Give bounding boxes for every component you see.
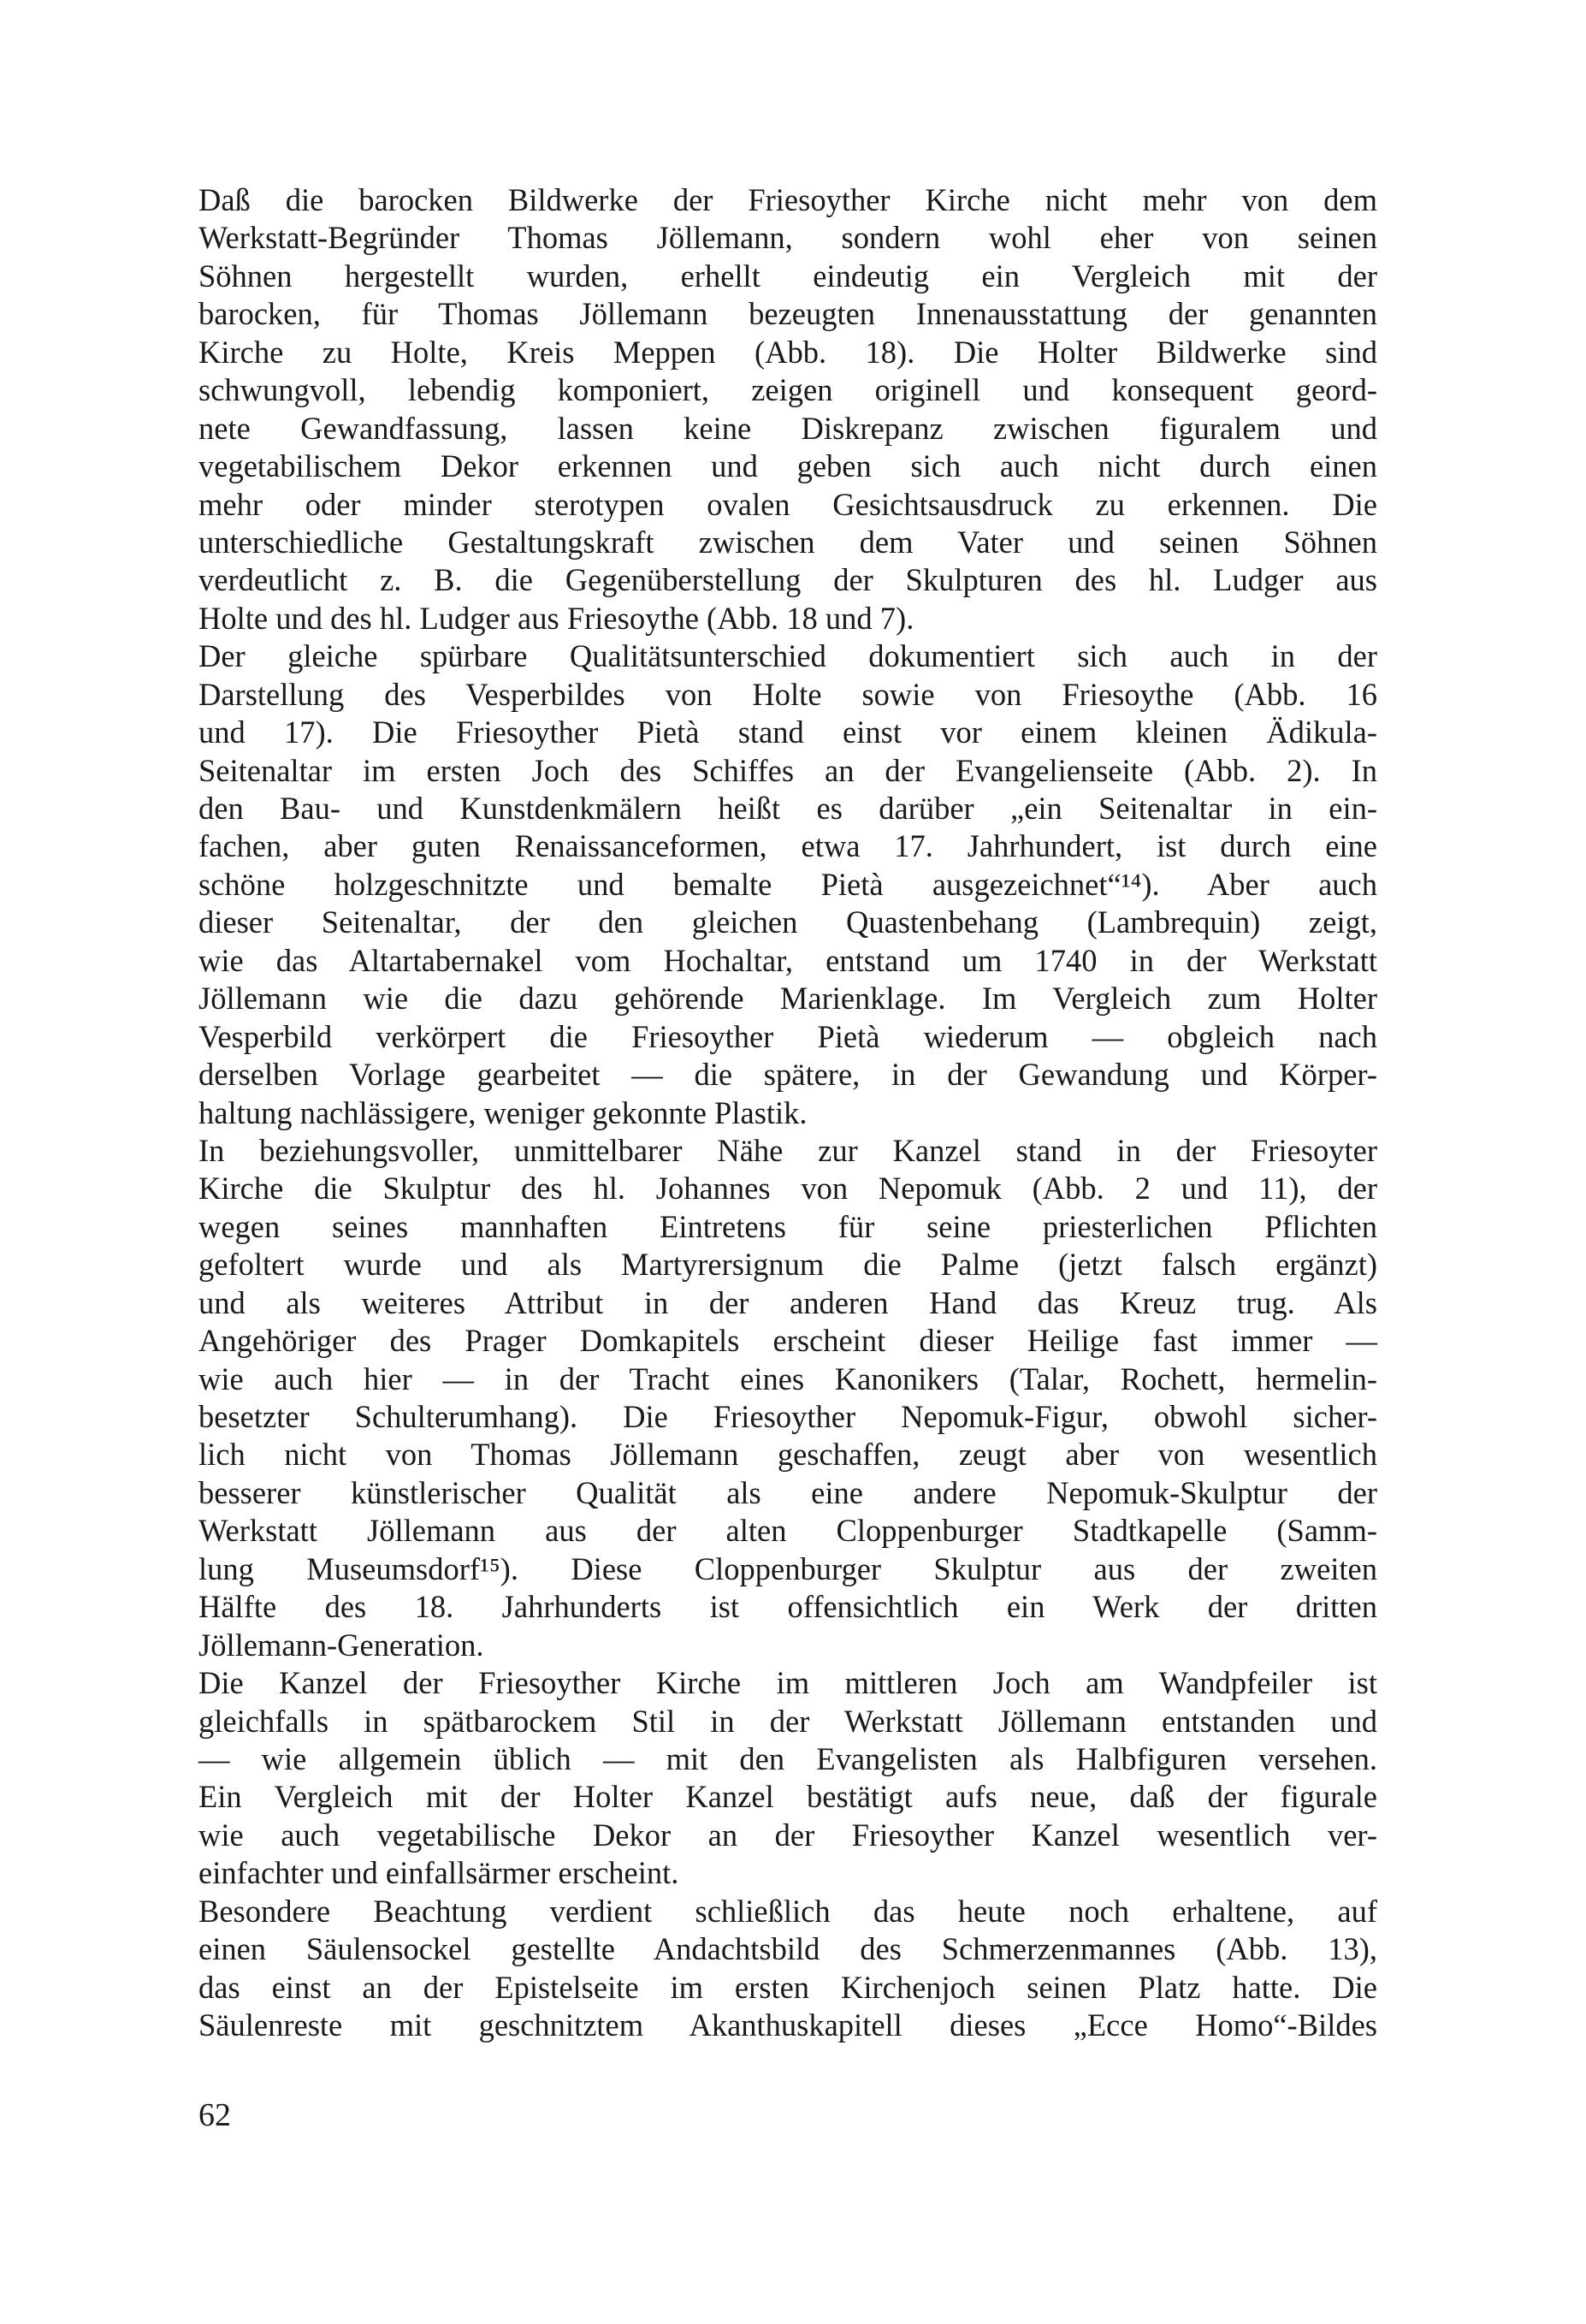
text-line: Die Kanzel der Friesoyther Kirche im mittleren Joch am Wandpfeiler ist <box>198 1665 1377 1701</box>
page-number: 62 <box>198 2097 231 2133</box>
text-line: Jöllemann-Generation. <box>198 1627 484 1663</box>
text-line: unterschiedliche Gestaltungskraft zwischen dem Vater und seinen Söhnen <box>198 524 1377 560</box>
text-line: Kirche zu Holte, Kreis Meppen (Abb. 18). Die Holter Bildwerke sind <box>198 334 1377 370</box>
text-line: Daß die barocken Bildwerke der Friesoyther Kirche nicht mehr von dem <box>198 182 1377 217</box>
text-line: schwungvoll, lebendig komponiert, zeigen originell und konsequent geord- <box>198 372 1377 408</box>
text-line: wie das Altartabernakel vom Hochaltar, entstand um 1740 in der Werkstatt <box>198 942 1377 978</box>
text-line: mehr oder minder sterotypen ovalen Gesichtsausdruck zu erkennen. Die <box>198 486 1377 522</box>
text-line: das einst an der Epistelseite im ersten Kirchenjoch seinen Platz hatte. Die <box>198 1969 1377 2005</box>
text-line: und 17). Die Friesoyther Pietà stand einst vor einem kleinen Ädikula- <box>198 714 1377 750</box>
text-line: Säulenreste mit geschnitztem Akanthuskapitell dieses „Ecce Homo“-Bildes <box>198 2007 1377 2042</box>
text-line: besserer künstlerischer Qualität als eine andere Nepomuk-Skulptur der <box>198 1474 1377 1510</box>
text-line: Kirche die Skulptur des hl. Johannes von Nepomuk (Abb. 2 und 11), der <box>198 1171 1377 1206</box>
text-line: haltung nachlässigere, weniger gekonnte Plastik. <box>198 1094 808 1130</box>
text-line: und als weiteres Attribut in der anderen Hand das Kreuz trug. Als <box>198 1284 1377 1320</box>
text-line: — wie allgemein üblich — mit den Evangelisten als Halbfiguren versehen. <box>198 1740 1377 1776</box>
text-line: Der gleiche spürbare Qualitätsunterschied dokumentiert sich auch in der <box>198 638 1377 674</box>
text-line: derselben Vorlage gearbeitet — die spätere, in der Gewandung und Körper- <box>198 1057 1377 1093</box>
text-line: Seitenaltar im ersten Joch des Schiffes an der Evangelienseite (Abb. 2). In <box>198 752 1377 788</box>
text-line: Darstellung des Vesperbildes von Holte sowie von Friesoythe (Abb. 16 <box>198 676 1377 712</box>
text-line: Besondere Beachtung verdient schließlich das heute noch erhaltene, auf <box>198 1893 1377 1929</box>
text-line: In beziehungsvoller, unmittelbarer Nähe zur Kanzel stand in der Friesoyter <box>198 1132 1377 1168</box>
text-line: Hälfte des 18. Jahrhunderts ist offensichtlich ein Werk der dritten <box>198 1589 1377 1625</box>
text-line: Söhnen hergestellt wurden, erhellt eindeutig ein Vergleich mit der <box>198 258 1377 293</box>
text-line: besetzter Schulterumhang). Die Friesoyther Nepomuk-Figur, obwohl sicher- <box>198 1399 1377 1434</box>
body-text <box>198 181 1377 2044</box>
text-line: lung Museumsdorf¹⁵). Diese Cloppenburger Skulptur aus der zweiten <box>198 1550 1377 1586</box>
text-line: vegetabilischem Dekor erkennen und geben sich auch nicht durch einen <box>198 448 1377 484</box>
text-line: dieser Seitenaltar, der den gleichen Quastenbehang (Lambrequin) zeigt, <box>198 904 1377 940</box>
text-line: gleichfalls in spätbarockem Stil in der Werkstatt Jöllemann entstanden und <box>198 1703 1377 1739</box>
text-line: wegen seines mannhaften Eintretens für seine priesterlichen Pflichten <box>198 1208 1377 1244</box>
text-line: den Bau- und Kunstdenkmälern heißt es darüber „ein Seitenaltar in ein- <box>198 791 1377 826</box>
text-line: Werkstatt-Begründer Thomas Jöllemann, sondern wohl eher von seinen <box>198 220 1377 256</box>
text-line: Holte und des hl. Ludger aus Friesoythe (Abb. 18 und 7). <box>198 600 914 636</box>
text-line: Jöllemann wie die dazu gehörende Marienklage. Im Vergleich zum Holter <box>198 981 1377 1017</box>
text-line: fachen, aber guten Renaissanceformen, etwa 17. Jahrhundert, ist durch eine <box>198 828 1377 864</box>
text-line: wie auch hier — in der Tracht eines Kanonikers (Talar, Rochett, hermelin- <box>198 1361 1377 1396</box>
text-line: verdeutlicht z. B. die Gegenüberstellung der Skulpturen des hl. Ludger aus <box>198 562 1377 598</box>
text-line: nete Gewandfassung, lassen keine Diskrepanz zwischen figuralem und <box>198 410 1377 446</box>
text-line: Ein Vergleich mit der Holter Kanzel bestätigt aufs neue, daß der figurale <box>198 1779 1377 1815</box>
text-line: Angehöriger des Prager Domkapitels erscheint dieser Heilige fast immer — <box>198 1323 1377 1359</box>
text-line: wie auch vegetabilische Dekor an der Friesoyther Kanzel wesentlich ver- <box>198 1817 1377 1853</box>
text-line: einfachter und einfallsärmer erscheint. <box>198 1855 679 1891</box>
text-line: barocken, für Thomas Jöllemann bezeugten Innenausstattung der genannten <box>198 296 1377 332</box>
text-line: schöne holzgeschnitzte und bemalte Pietà ausgezeichnet“¹⁴). Aber auch <box>198 866 1377 902</box>
text-line: Vesperbild verkörpert die Friesoyther Pietà wiederum — obgleich nach <box>198 1018 1377 1054</box>
text-line: einen Säulensockel gestellte Andachtsbild des Schmerzenmannes (Abb. 13), <box>198 1931 1377 1967</box>
text-line: gefoltert wurde und als Martyrersignum die Palme (jetzt falsch ergänzt) <box>198 1247 1377 1283</box>
text-line: lich nicht von Thomas Jöllemann geschaffen, zeugt aber von wesentlich <box>198 1437 1377 1473</box>
text-line: Werkstatt Jöllemann aus der alten Cloppenburger Stadtkapelle (Samm- <box>198 1513 1377 1549</box>
